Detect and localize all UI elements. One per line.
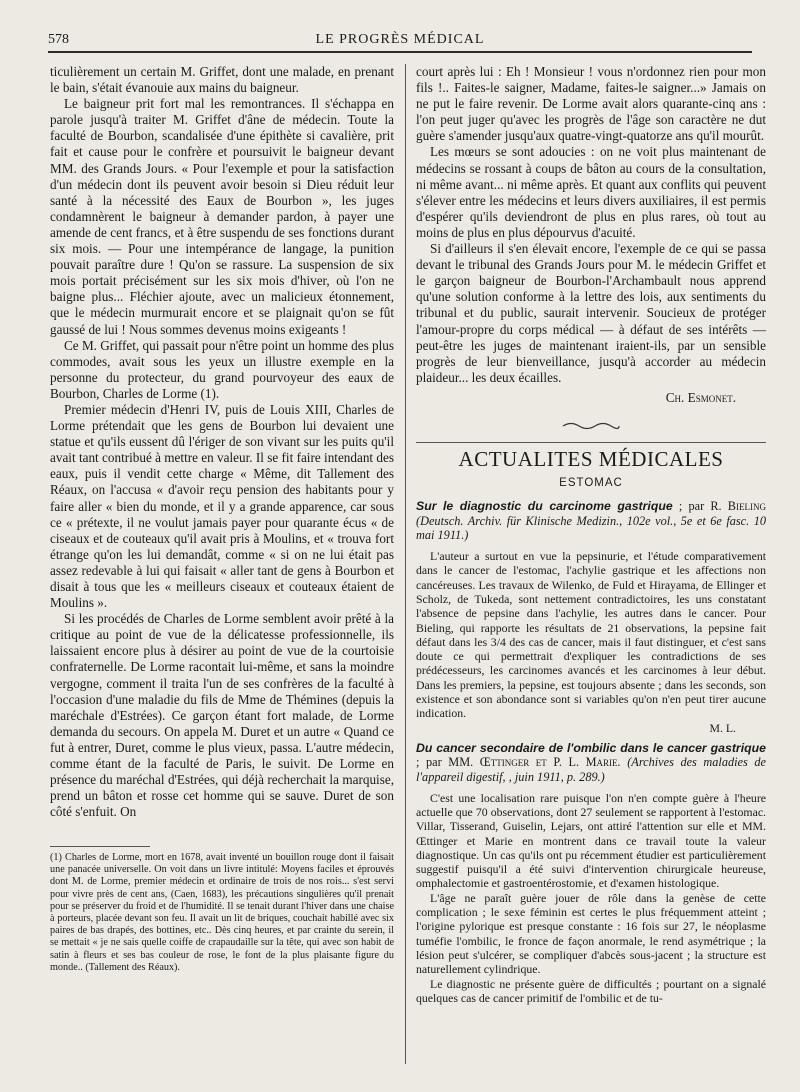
footnote-rule [50,846,150,847]
article-source: (Deutsch. Archiv. für Klinische Medizin., 102e vol., 5e et 6e fasc. 10 mai 1911.) [416,513,766,543]
paragraph: Ce M. Griffet, qui passait pour n'être point un homme des plus commodes, avait sous les yeux un illustre exemple en la personne du protecteur, du grand pourvoyeur des eaux de Bourbon, Charles de Lorme (1). [50,337,394,401]
article-ref-separator: ; par R. [672,499,728,514]
section-rule [416,442,766,443]
signature: Ch. Esmonet. [665,389,736,405]
section-title: ACTUALITES MÉDICALES [458,447,724,472]
right-column [416,64,766,1005]
article-title: Du cancer secondaire de l'ombilic dans le cancer gastrique [416,740,766,755]
left-column [50,64,394,820]
page-header [48,26,752,53]
article-initials: M. L. [709,720,736,735]
paragraph: Si d'ailleurs il s'en élevait encore, l'exemple de ce qui se passa devant le tribunal des Grands Jours pour M. le médecin Griffet et le garçon baigneur de Bourbon-l'Archambault nous apprend qu'une solution conforme à la lettre des lois, aux sentiments du tribunal et du public, saurait intervenir. Soucieux de protéger l'amour-propre du corps médical — à défaut de ses intérêts — peut-être les juges de maintenant iraient-ils, par un sensible progrès de leur bienveillance, jusqu'à accorder au médecin plaideur... les deux écailles. [416,241,766,385]
article-ref-separator: ; par MM. [416,755,480,770]
column-divider [405,64,406,1064]
article-heading [416,741,766,785]
article-body: L'âge ne paraît guère jouer de rôle dans la genèse de cette complication ; le sexe féminin est certes le plus fréquemment atteint ; l'origine pylorique est presque constante : 16 fois sur 27, le néoplasme tuméfie l'ombilic, le fronce de façon anormale, le rend asymétrique ; la lésion peut s'ulcérer, se compliquer d'abcès sous-jacent ; la structure est naturellement cylindrique. [416,890,766,977]
article-body: Le diagnostic ne présente guère de difficultés ; pourtant on a signalé quelques cas de cancer primitif de l'ombilic et de tu- [416,976,766,1005]
journal-title: LE PROGRÈS MÉDICAL [315,32,485,47]
footnote: (1) Charles de Lorme, mort en 1678, avait inventé un bouillon rouge dont il faisait une panacée universelle. On voit dans un livre intitulé: Moyens faciles et éprouvés dont M. de Lorme, premier médecin et ordinaire de trois de nos rois... s'est servi pour vivre près de cent ans, (Caen, 1683), les précautions singulières qu'il prenait pour se préserver du froid et de l'humidité. Il se tenait durant l'hiver dans une chaise à porteurs, placée devant son feu. Il avait un lit de briques, couchait habillé avec six paires de bas drapés, des bottines, etc.. Dès cinq heures, et par crainte du serein, il se mettait « je ne sais quelle coiffe de crapaudaille sur la tête, qui avec son habit de satin à fleurs et ses bas couleur de rose, le font de la plus plaisante figure du monde.. (Tallement des Réaux). [50,852,394,973]
subsection-title: ESTOMAC [559,477,623,490]
article-authors: Œttinger et P. L. Marie [479,755,618,770]
paragraph: Premier médecin d'Henri IV, puis de Louis XIII, Charles de Lorme prétendait que les gens de Bourbon lui devaient une statue et qu'ils eussent dû l'ériger de son vivant sur les puits qu'il avait tant contribué à mettre en valeur. Il se fit faire intendant des eaux, puis il vendit cette charge « Même, dit Tallement des Réaux, on l'accusa « d'avoir reçu pension des habitants pour y faire aller « bien du monde, et il y a grande apparence, car sous ce « prétexte, il ne voulut jamais payer pour quarante écus « de ciseaux et de couteaux qu'il avait pris à Moulins, et « trouva fort étrange qu'on les lui demandât, comme « si on ne lui était pas assez redevable à lui qui faisait « aller tant de gens à Bourbon et disait à tous que les « meilleurs ciseaux et couteaux étaient de Moulins ». [50,401,394,611]
article-source: . (Archives des maladies de l'appareil digestif, , juin 1911, p. 289.) [416,755,766,785]
paragraph: Les mœurs se sont adoucies : on ne voit plus maintenant de médecins se rossant à coups de bâton au cours de la consultation, ni même avant... ni même après. Et quant aux conflits qui peuvent s'élever entre les médecins et leurs divers auxiliaires, il est permis d'espérer qu'ils deviendront de plus en plus rares, où tout au moins de plus en plus dépourvus d'acuité. [416,144,766,240]
paragraph: court après lui : Eh ! Monsieur ! vous n'ordonnez rien pour mon fils !.. Faites-le saigner, Madame, faites-le saigner...» Jamais on ne put le faire revenir. De Lorme avait alors quarante-cinq ans : l'on peut juger qu'avec les progrès de l'âge son caractère ne dut guère s'amender jusqu'aux quatre-vingt-quatorze ans qu'il mourût. [416,64,766,144]
paragraph: Le baigneur prit fort mal les remontrances. Il s'échappa en parole jusqu'à traiter M. Griffet d'âne de médecin. Toute la faculté de Bourbon, scandalisée d'une épithète si cavalière, prit fait et cause pour le confrère et poursuivit le baigneur devant MM. des Grands Jours. « Pour l'exemple et pour la satisfaction d'un médecin dont ils peuvent avoir besoin si Dieu réduit leur santé à la nécessité des Eaux de Bourbon », les juges condamnèrent le baigneur à demander pardon, à payer une amende de cent francs, et à être suspendu de ses fonctions durant six mois. — Pour une intempérance de langage, la punition pouvait paraître dure ! Qu'on se rassure. La suspension de six mois portait précisément sur les six mois d'hiver, où l'on ne baigne plus... Fléchier ajoute, avec un malicieux étonnement, que le médecin murmurait encore et se plaignait qu'on se fût gaussé de lui ! Nous sommes devenus moins exigeants ! [50,96,394,337]
ornament-icon [561,421,621,431]
article-heading [416,499,766,543]
paragraph: Si les procédés de Charles de Lorme semblent avoir prêté à la critique au point de vue de la délicatesse professionnelle, ils laissaient encore plus à désirer au point de vue de la courtoisie confraternelle. De Lorme racontait lui-même, et sans la moindre vergogne, comment il traita l'un de ses confrères de la faculté à l'occasion d'une maladie du fils de Mme de Thémines (depuis la maréchale d'Estrées). Ce garçon étant fort malade, de Lorme demanda du secours. On appela M. Duret et un autre « Quand ce fut à entrer, Duret, comme le plus vieux, passa. L'autre médecin, comme étant de la faculté de Paris, le suivit. De Lorme en présence du maréchal d'Estrées, qui déjà recherchait la marquise, prend un bâton et rosse cet homme qui se sauve. Duret de son côté s'enfuit. On [50,611,394,820]
page-number: 578 [48,32,69,47]
article-author: Bieling [727,499,766,514]
article-title: Sur le diagnostic du carcinome gastrique [416,499,673,514]
article-body: L'auteur a surtout en vue la pepsinurie, et l'étude comparativement dans le cancer de l'estomac, l'achylie gastrique et les affections non cancéreuses. Les travaux de Wilenko, de Fuld et Hirayama, de Ellinger et Scholz, de Tukeda, sont nettement contradictoires, les uns constatant l'absence de pepsine dans l'achylie, les autres dans le cancer. Pour Bieling, qui rapporte les résultats de 21 observations, la pepsine fait défaut dans les 3/4 des cas de cancer, mais il faut distinguer, et c'est sans doute ce qui permettrait d'expliquer les contradictions de ses prédécesseurs, les carcinomes avancés et les carcinomes à leur début. Dans les premiers, la pepsine, est toujours absente ; dans les seconds, son existence et son abondance sont si variables qu'on n'en peut tirer aucune indication. [416,549,766,721]
ornament-divider [416,420,766,436]
article-body: C'est une localisation rare puisque l'on n'en compte guère à l'heure actuelle que 70 observations, dont 27 seulement se rapportent à l'estomac. Villar, Tisserand, Guiselin, Lejars, ont attiré l'attention sur elle et MM. Œttinger et Marie en montrent dans ce travail toute la valeur diagnostique. Un cas qu'ils ont pu récemment étudier est particulièrement suggestif puisqu'il a été suivi d'intervention chirurgicale heureuse, omphalectomie et gastroentérostomie, et d'examen histologique. [416,790,766,891]
paragraph: ticulièrement un certain M. Griffet, dont une malade, en prenant le bain, s'était évanouie aux mains du baigneur. [50,64,394,96]
